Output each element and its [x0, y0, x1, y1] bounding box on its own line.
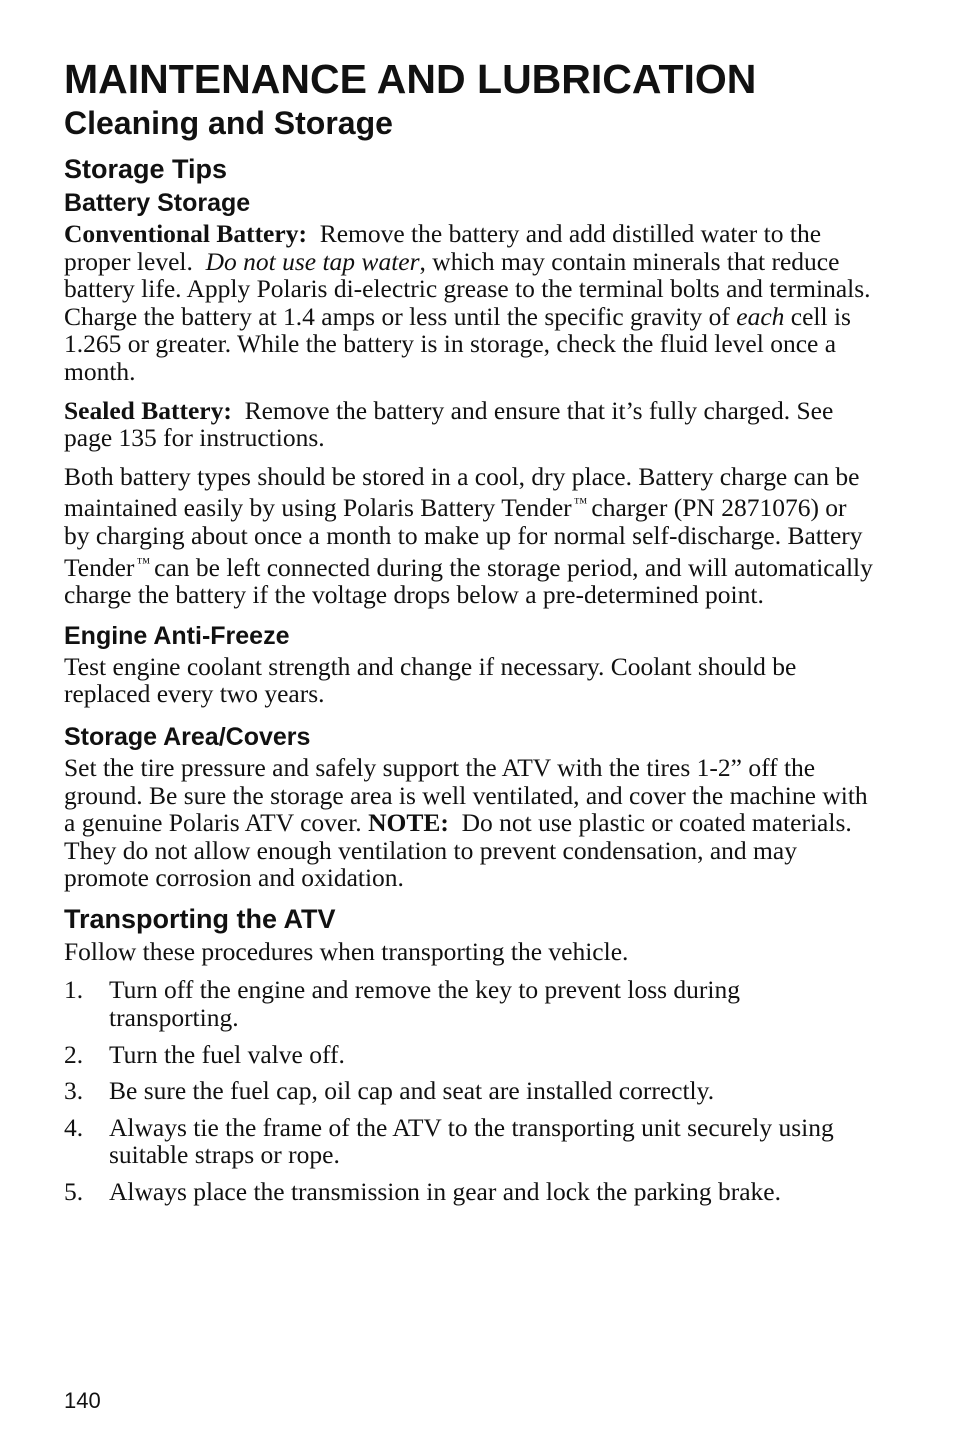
page-number: 140 — [64, 1388, 101, 1413]
list-item: 1. Turn off the engine and remove the key to prevent loss during transporting. — [64, 975, 741, 1033]
tap-water-warning: Do not use tap water — [205, 246, 420, 276]
page-title: MAINTENANCE AND LUBRICATION — [64, 56, 757, 102]
anti-freeze-heading: Engine Anti-Freeze — [64, 621, 290, 650]
conventional-battery-label: Conventional Battery: — [64, 219, 307, 248]
transporting-intro: Follow these procedures when transporting the vehicle. — [64, 936, 629, 966]
document-page — [64, 56, 874, 1215]
battery-storage-heading: Battery Storage — [64, 189, 251, 217]
storage-covers-heading: Storage Area/Covers — [64, 722, 311, 751]
storage-covers-paragraph: Set the tire pressure and safely support the ATV with the tires 1-2” off the ground. Be sure the storage area is well ventilated, and cover the machine with a genuine Polaris ATV cover. NOTE: Do not use plastic or coated materials. They do not allow enough ventilation to prevent condensation, and may promote corrosion and oxidation. — [64, 752, 868, 893]
storage-tips-heading: Storage Tips — [64, 154, 228, 184]
transport-steps-list — [64, 976, 874, 1205]
conventional-battery-paragraph: Conventional Battery: Remove the battery and add distilled water to the proper level. Do not use tap water, which may contain minerals that reduce battery life. Apply Polaris di-electric grease to the terminal bolts and terminals. Charge the battery at 1.4 amps or less until the specific gravity of each cell is 1.265 or greater. While the battery is in storage, check the fluid level once a month. — [64, 219, 871, 386]
sealed-battery-label: Sealed Battery: — [64, 395, 232, 425]
list-item: 4. Always tie the frame of the ATV to the transporting unit securely using suitable straps or rope. — [64, 1112, 834, 1170]
section-title: Cleaning and Storage — [64, 105, 393, 141]
transporting-heading: Transporting the ATV — [64, 903, 336, 934]
list-item: 5. Always place the transmission in gear and lock the parking brake. — [64, 1177, 782, 1207]
trademark-symbol: ™ — [573, 496, 588, 512]
list-item: 2. Turn the fuel valve off. — [64, 1039, 345, 1069]
trademark-symbol: ™ — [136, 555, 151, 571]
sealed-battery-paragraph: Sealed Battery: Remove the battery and ensure that it’s fully charged. See page 135 for instructions. — [64, 395, 834, 453]
anti-freeze-paragraph: Test engine coolant strength and change if necessary. Coolant should be replaced every two years. — [64, 651, 797, 709]
battery-types-paragraph: Both battery types should be stored in a cool, dry place. Battery charge can be maintained easily by using Polaris Battery Tender ™ charger (PN 2871076) or by charging about once a month to make up for normal self-discharge. Battery Tender ™ can be left connected during the storage period, and will automatically charge the battery if the voltage drops below a pre-determined point. — [64, 461, 873, 610]
note-label: NOTE: — [368, 808, 449, 838]
list-item: 3. Be sure the fuel cap, oil cap and seat are installed correctly. — [64, 1076, 715, 1106]
